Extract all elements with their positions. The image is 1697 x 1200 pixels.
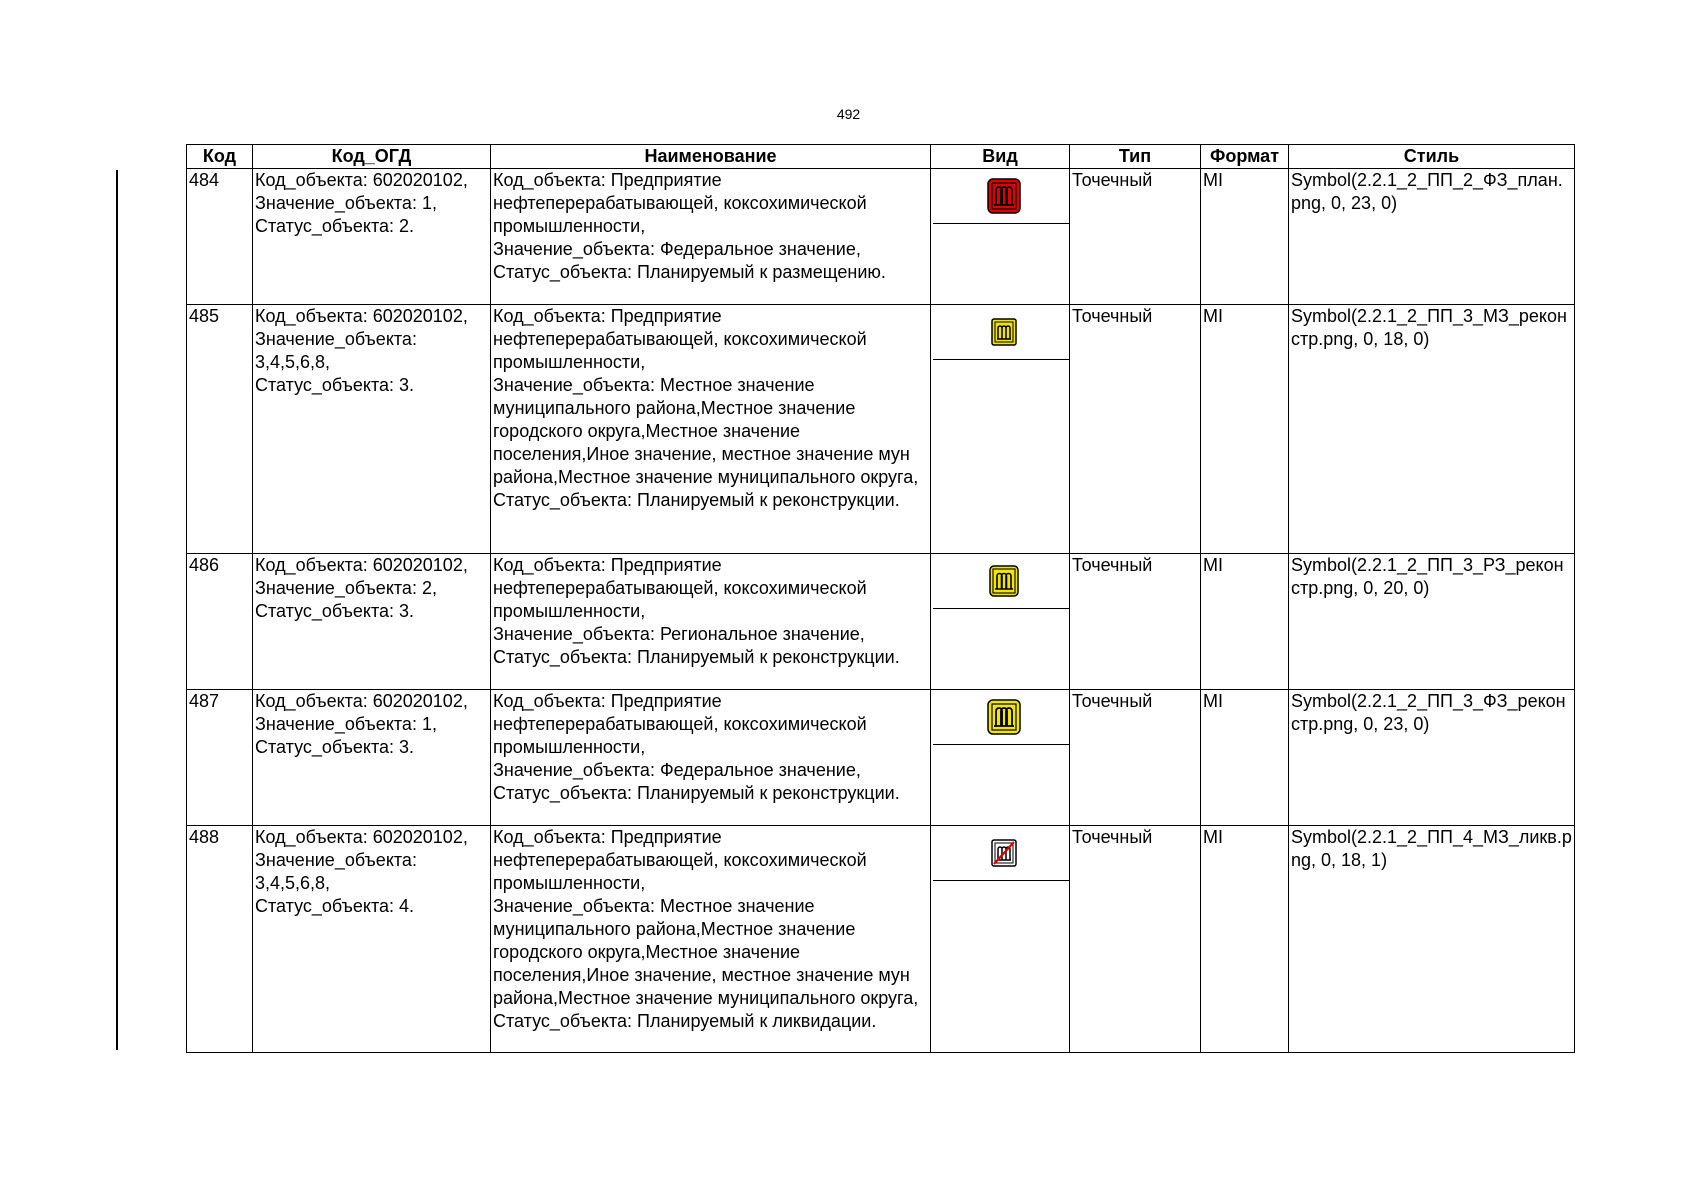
margin-line bbox=[116, 170, 118, 1050]
header-style: Стиль bbox=[1289, 145, 1575, 169]
cell-kod: 488 bbox=[187, 826, 253, 1053]
refinery-local-reconstruction-icon bbox=[991, 318, 1017, 346]
cell-kod-ogd: Код_объекта: 602020102, Значение_объекта: 3,4,5,6,8, Статус_объекта: 4. bbox=[253, 826, 491, 1053]
cell-kod-ogd: Код_объекта: 602020102, Значение_объекта: 1, Статус_объекта: 2. bbox=[253, 169, 491, 305]
table-row bbox=[187, 690, 1575, 826]
cell-kod: 487 bbox=[187, 690, 253, 826]
table-row bbox=[187, 169, 1575, 305]
refinery-federal-planned-icon bbox=[987, 178, 1021, 214]
header-name: Наименование bbox=[491, 145, 931, 169]
refinery-federal-reconstruction-icon bbox=[987, 699, 1021, 735]
cell-format: MI bbox=[1201, 554, 1289, 690]
cell-format: MI bbox=[1201, 169, 1289, 305]
icon-frame bbox=[933, 305, 1070, 360]
cell-kod-ogd: Код_объекта: 602020102, Значение_объекта: 1, Статус_объекта: 3. bbox=[253, 690, 491, 826]
cell-kod: 484 bbox=[187, 169, 253, 305]
cell-style: Symbol(2.2.1_2_ПП_4_МЗ_ликв.png, 0, 18, 1) bbox=[1289, 826, 1575, 1053]
cell-style: Symbol(2.2.1_2_ПП_3_РЗ_реконстр.png, 0, 20, 0) bbox=[1289, 554, 1575, 690]
cell-tip: Точечный bbox=[1070, 169, 1201, 305]
cell-format: MI bbox=[1201, 690, 1289, 826]
cell-tip: Точечный bbox=[1070, 554, 1201, 690]
cell-vid bbox=[931, 690, 1070, 826]
header-tip: Тип bbox=[1070, 145, 1201, 169]
cell-kod: 485 bbox=[187, 305, 253, 554]
cell-style: Symbol(2.2.1_2_ПП_3_МЗ_реконстр.png, 0, 18, 0) bbox=[1289, 305, 1575, 554]
cell-name: Код_объекта: Предприятие нефтеперерабатывающей, коксохимической промышленности, Значение_объекта: Местное значение муниципального района,Местное значение городского округа,Местное значение поселения,Иное значение, местное значение мун района,Местное значение муниципального округа, Статус_объекта: Планируемый к реконструкции. bbox=[491, 305, 931, 554]
refinery-regional-reconstruction-icon bbox=[989, 565, 1019, 597]
icon-frame bbox=[933, 690, 1070, 745]
cell-tip: Точечный bbox=[1070, 305, 1201, 554]
cell-format: MI bbox=[1201, 305, 1289, 554]
page-number: 492 bbox=[836, 106, 861, 122]
cell-name: Код_объекта: Предприятие нефтеперерабатывающей, коксохимической промышленности, Значение_объекта: Местное значение муниципального района,Местное значение городского округа,Местное значение поселения,Иное значение, местное значение мун района,Местное значение муниципального округа, Статус_объекта: Планируемый к ликвидации. bbox=[491, 826, 931, 1053]
refinery-local-liquidation-icon bbox=[991, 839, 1017, 867]
cell-tip: Точечный bbox=[1070, 826, 1201, 1053]
cell-kod-ogd: Код_объекта: 602020102, Значение_объекта: 3,4,5,6,8, Статус_объекта: 3. bbox=[253, 305, 491, 554]
cell-vid bbox=[931, 826, 1070, 1053]
cell-style: Symbol(2.2.1_2_ПП_2_ФЗ_план.png, 0, 23, 0) bbox=[1289, 169, 1575, 305]
cell-vid bbox=[931, 305, 1070, 554]
icon-frame bbox=[933, 554, 1070, 609]
cell-name: Код_объекта: Предприятие нефтеперерабатывающей, коксохимической промышленности, Значение_объекта: Региональное значение, Статус_объекта: Планируемый к реконструкции. bbox=[491, 554, 931, 690]
table-row bbox=[187, 826, 1575, 1053]
cell-style: Symbol(2.2.1_2_ПП_3_ФЗ_реконстр.png, 0, 23, 0) bbox=[1289, 690, 1575, 826]
table-row bbox=[187, 305, 1575, 554]
cell-tip: Точечный bbox=[1070, 690, 1201, 826]
header-format: Формат bbox=[1201, 145, 1289, 169]
header-vid: Вид bbox=[931, 145, 1070, 169]
header-kod: Код bbox=[187, 145, 253, 169]
icon-frame bbox=[933, 169, 1070, 224]
cell-format: MI bbox=[1201, 826, 1289, 1053]
symbol-registry-table bbox=[186, 144, 1575, 1053]
table-row bbox=[187, 554, 1575, 690]
cell-vid bbox=[931, 554, 1070, 690]
header-kod-ogd: Код_ОГД bbox=[253, 145, 491, 169]
cell-vid bbox=[931, 169, 1070, 305]
cell-kod-ogd: Код_объекта: 602020102, Значение_объекта: 2, Статус_объекта: 3. bbox=[253, 554, 491, 690]
cell-name: Код_объекта: Предприятие нефтеперерабатывающей, коксохимической промышленности, Значение_объекта: Федеральное значение, Статус_объекта: Планируемый к размещению. bbox=[491, 169, 931, 305]
cell-kod: 486 bbox=[187, 554, 253, 690]
header-row bbox=[187, 145, 1575, 169]
cell-name: Код_объекта: Предприятие нефтеперерабатывающей, коксохимической промышленности, Значение_объекта: Федеральное значение, Статус_объекта: Планируемый к реконструкции. bbox=[491, 690, 931, 826]
icon-frame bbox=[933, 826, 1070, 881]
